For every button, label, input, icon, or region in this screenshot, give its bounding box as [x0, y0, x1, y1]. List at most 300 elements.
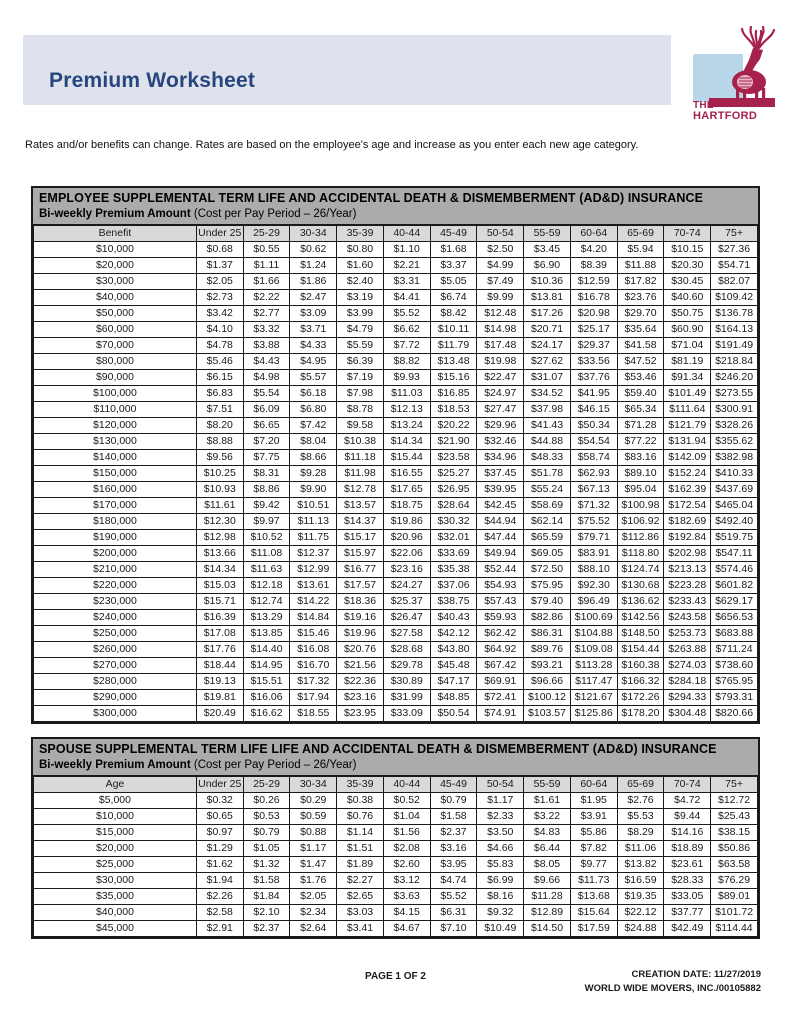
premium-cell: $0.29 [290, 793, 337, 809]
premium-cell: $1.60 [337, 258, 384, 274]
premium-cell: $2.34 [290, 905, 337, 921]
premium-cell: $5.57 [290, 370, 337, 386]
premium-cell: $4.10 [196, 322, 243, 338]
premium-cell: $22.06 [383, 546, 430, 562]
premium-cell: $69.91 [477, 674, 524, 690]
premium-cell: $25.37 [383, 594, 430, 610]
premium-cell: $2.50 [477, 242, 524, 258]
premium-cell: $4.41 [383, 290, 430, 306]
premium-cell: $5.54 [243, 386, 290, 402]
premium-cell: $33.69 [430, 546, 477, 562]
premium-cell: $0.88 [290, 825, 337, 841]
premium-cell: $67.42 [477, 658, 524, 674]
row-label: $10,000 [34, 242, 197, 258]
premium-cell: $11.79 [430, 338, 477, 354]
premium-cell: $4.15 [383, 905, 430, 921]
row-label: $10,000 [34, 809, 197, 825]
row-label: $220,000 [34, 578, 197, 594]
row-label: $110,000 [34, 402, 197, 418]
premium-cell: $7.51 [196, 402, 243, 418]
premium-cell: $9.93 [383, 370, 430, 386]
rates-note: Rates and/or benefits can change. Rates are based on the employee's age and increase as you enter each new age category. [25, 139, 639, 151]
premium-cell: $16.62 [243, 706, 290, 722]
row-label: $60,000 [34, 322, 197, 338]
premium-cell: $11.73 [570, 873, 617, 889]
premium-cell: $42.12 [430, 626, 477, 642]
employee-table-title: EMPLOYEE SUPPLEMENTAL TERM LIFE AND ACCIDENTAL DEATH & DISMEMBERMENT (AD&D) INSURANCE [39, 191, 704, 205]
premium-cell: $3.16 [430, 841, 477, 857]
premium-cell: $100.98 [617, 498, 664, 514]
premium-cell: $11.61 [196, 498, 243, 514]
premium-cell: $76.29 [711, 873, 758, 889]
premium-cell: $11.98 [337, 466, 384, 482]
footer-meta [585, 968, 761, 997]
row-label: $35,000 [34, 889, 197, 905]
premium-cell: $5.83 [477, 857, 524, 873]
premium-cell: $4.98 [243, 370, 290, 386]
premium-cell: $14.34 [196, 562, 243, 578]
premium-cell: $0.68 [196, 242, 243, 258]
premium-cell: $17.82 [617, 274, 664, 290]
premium-cell: $11.06 [617, 841, 664, 857]
premium-cell: $71.32 [570, 498, 617, 514]
premium-cell: $7.10 [430, 921, 477, 937]
premium-cell: $7.42 [290, 418, 337, 434]
row-label: $300,000 [34, 706, 197, 722]
table-row [34, 905, 758, 921]
premium-cell: $1.89 [337, 857, 384, 873]
premium-cell: $24.88 [617, 921, 664, 937]
premium-cell: $83.91 [570, 546, 617, 562]
company-name: WORLD WIDE MOVERS, INC./00105882 [584, 983, 761, 995]
premium-cell: $172.26 [617, 690, 664, 706]
premium-cell: $1.58 [430, 809, 477, 825]
premium-cell: $2.27 [337, 873, 384, 889]
column-header: 55-59 [524, 777, 571, 793]
premium-cell: $101.49 [664, 386, 711, 402]
premium-cell: $32.01 [430, 530, 477, 546]
premium-cell: $3.91 [570, 809, 617, 825]
premium-cell: $88.10 [570, 562, 617, 578]
row-label: $160,000 [34, 482, 197, 498]
premium-cell: $765.95 [711, 674, 758, 690]
subtitle-bold: Bi-weekly Premium Amount [39, 207, 191, 220]
row-label: $210,000 [34, 562, 197, 578]
premium-cell: $35.64 [617, 322, 664, 338]
premium-cell: $0.80 [337, 242, 384, 258]
premium-cell: $1.84 [243, 889, 290, 905]
premium-cell: $82.86 [524, 610, 571, 626]
column-header: 70-74 [664, 226, 711, 242]
premium-cell: $5.53 [617, 809, 664, 825]
premium-cell: $13.81 [524, 290, 571, 306]
premium-cell: $1.10 [383, 242, 430, 258]
premium-cell: $1.95 [570, 793, 617, 809]
premium-cell: $8.31 [243, 466, 290, 482]
premium-cell: $0.62 [290, 242, 337, 258]
premium-cell: $38.75 [430, 594, 477, 610]
column-header: 50-54 [477, 226, 524, 242]
table-row [34, 274, 758, 290]
premium-cell: $19.13 [196, 674, 243, 690]
premium-cell: $15.51 [243, 674, 290, 690]
premium-cell: $6.90 [524, 258, 571, 274]
premium-cell: $30.45 [664, 274, 711, 290]
premium-cell: $1.17 [477, 793, 524, 809]
premium-cell: $20.30 [664, 258, 711, 274]
premium-cell: $16.06 [243, 690, 290, 706]
premium-cell: $5.94 [617, 242, 664, 258]
premium-cell: $12.74 [243, 594, 290, 610]
premium-cell: $4.78 [196, 338, 243, 354]
premium-cell: $23.16 [383, 562, 430, 578]
premium-cell: $14.98 [477, 322, 524, 338]
column-header: 25-29 [243, 226, 290, 242]
premium-cell: $92.30 [570, 578, 617, 594]
premium-cell: $11.75 [290, 530, 337, 546]
table-row [34, 322, 758, 338]
row-label: $5,000 [34, 793, 197, 809]
table-row [34, 857, 758, 873]
premium-cell: $19.16 [337, 610, 384, 626]
premium-cell: $75.52 [570, 514, 617, 530]
premium-cell: $2.22 [243, 290, 290, 306]
premium-cell: $114.44 [711, 921, 758, 937]
page-number: PAGE 1 OF 2 [365, 971, 426, 982]
premium-cell: $1.58 [243, 873, 290, 889]
header-row [34, 226, 758, 242]
row-label: $170,000 [34, 498, 197, 514]
premium-cell: $12.37 [290, 546, 337, 562]
column-header: 25-29 [243, 777, 290, 793]
premium-cell: $18.53 [430, 402, 477, 418]
premium-cell: $20.22 [430, 418, 477, 434]
premium-cell: $89.10 [617, 466, 664, 482]
premium-cell: $18.75 [383, 498, 430, 514]
premium-cell: $24.17 [524, 338, 571, 354]
premium-cell: $29.70 [617, 306, 664, 322]
premium-cell: $246.20 [711, 370, 758, 386]
premium-cell: $41.58 [617, 338, 664, 354]
row-label: $290,000 [34, 690, 197, 706]
premium-cell: $0.97 [196, 825, 243, 841]
column-header: Benefit [34, 226, 197, 242]
premium-cell: $46.15 [570, 402, 617, 418]
premium-cell: $8.42 [430, 306, 477, 322]
premium-cell: $8.86 [243, 482, 290, 498]
premium-cell: $12.78 [337, 482, 384, 498]
premium-cell: $106.92 [617, 514, 664, 530]
table-row [34, 402, 758, 418]
premium-cell: $77.22 [617, 434, 664, 450]
row-label: $260,000 [34, 642, 197, 658]
premium-cell: $18.89 [664, 841, 711, 857]
table-row [34, 514, 758, 530]
premium-cell: $27.36 [711, 242, 758, 258]
table-row [34, 825, 758, 841]
premium-cell: $574.46 [711, 562, 758, 578]
premium-cell: $32.46 [477, 434, 524, 450]
premium-cell: $6.09 [243, 402, 290, 418]
premium-cell: $1.14 [337, 825, 384, 841]
premium-cell: $91.34 [664, 370, 711, 386]
premium-cell: $10.93 [196, 482, 243, 498]
premium-cell: $1.04 [383, 809, 430, 825]
row-label: $180,000 [34, 514, 197, 530]
premium-cell: $47.44 [477, 530, 524, 546]
premium-cell: $2.77 [243, 306, 290, 322]
premium-cell: $11.13 [290, 514, 337, 530]
premium-cell: $18.44 [196, 658, 243, 674]
column-header: 30-34 [290, 226, 337, 242]
premium-cell: $47.17 [430, 674, 477, 690]
premium-cell: $15.17 [337, 530, 384, 546]
premium-cell: $2.76 [617, 793, 664, 809]
premium-cell: $5.59 [337, 338, 384, 354]
premium-cell: $3.50 [477, 825, 524, 841]
spouse-premium-table-section [31, 737, 760, 939]
table-row [34, 386, 758, 402]
column-header: Under 25 [196, 226, 243, 242]
premium-cell: $0.32 [196, 793, 243, 809]
premium-cell: $86.31 [524, 626, 571, 642]
premium-cell: $3.22 [524, 809, 571, 825]
premium-cell: $1.76 [290, 873, 337, 889]
premium-cell: $263.88 [664, 642, 711, 658]
premium-cell: $28.68 [383, 642, 430, 658]
premium-cell: $49.94 [477, 546, 524, 562]
premium-cell: $6.44 [524, 841, 571, 857]
premium-cell: $125.86 [570, 706, 617, 722]
premium-cell: $14.22 [290, 594, 337, 610]
premium-cell: $14.37 [337, 514, 384, 530]
spouse-table-subtitle [39, 758, 752, 772]
premium-cell: $12.18 [243, 578, 290, 594]
premium-cell: $6.83 [196, 386, 243, 402]
premium-cell: $4.33 [290, 338, 337, 354]
premium-cell: $100.69 [570, 610, 617, 626]
column-header: 60-64 [570, 777, 617, 793]
premium-cell: $4.66 [477, 841, 524, 857]
premium-cell: $820.66 [711, 706, 758, 722]
premium-cell: $3.19 [337, 290, 384, 306]
premium-cell: $3.03 [337, 905, 384, 921]
premium-cell: $12.98 [196, 530, 243, 546]
premium-cell: $41.95 [570, 386, 617, 402]
subtitle-rest: (Cost per Pay Period – 26/Year) [190, 758, 357, 771]
column-header: 60-64 [570, 226, 617, 242]
column-header: 35-39 [337, 777, 384, 793]
premium-cell: $11.28 [524, 889, 571, 905]
premium-cell: $8.78 [337, 402, 384, 418]
table-row [34, 841, 758, 857]
premium-cell: $13.48 [430, 354, 477, 370]
premium-cell: $23.95 [337, 706, 384, 722]
premium-cell: $437.69 [711, 482, 758, 498]
premium-cell: $37.98 [524, 402, 571, 418]
premium-cell: $96.66 [524, 674, 571, 690]
row-label: $230,000 [34, 594, 197, 610]
premium-cell: $19.35 [617, 889, 664, 905]
premium-cell: $328.26 [711, 418, 758, 434]
premium-cell: $243.58 [664, 610, 711, 626]
premium-cell: $31.99 [383, 690, 430, 706]
premium-cell: $304.48 [664, 706, 711, 722]
premium-cell: $1.56 [383, 825, 430, 841]
premium-cell: $69.05 [524, 546, 571, 562]
premium-cell: $112.86 [617, 530, 664, 546]
premium-cell: $1.86 [290, 274, 337, 290]
premium-cell: $19.96 [337, 626, 384, 642]
premium-cell: $10.51 [290, 498, 337, 514]
premium-cell: $59.93 [477, 610, 524, 626]
premium-cell: $683.88 [711, 626, 758, 642]
premium-cell: $274.03 [664, 658, 711, 674]
premium-cell: $131.94 [664, 434, 711, 450]
premium-cell: $82.07 [711, 274, 758, 290]
premium-cell: $10.49 [477, 921, 524, 937]
column-header: 75+ [711, 777, 758, 793]
premium-cell: $41.43 [524, 418, 571, 434]
premium-cell: $65.34 [617, 402, 664, 418]
table-row [34, 338, 758, 354]
premium-cell: $793.31 [711, 690, 758, 706]
premium-cell: $17.65 [383, 482, 430, 498]
premium-cell: $9.42 [243, 498, 290, 514]
column-header: 75+ [711, 226, 758, 242]
premium-cell: $182.69 [664, 514, 711, 530]
premium-cell: $27.62 [524, 354, 571, 370]
hartford-logo [693, 26, 777, 122]
premium-cell: $10.25 [196, 466, 243, 482]
table-row [34, 642, 758, 658]
premium-cell: $13.57 [337, 498, 384, 514]
premium-cell: $4.74 [430, 873, 477, 889]
premium-cell: $8.20 [196, 418, 243, 434]
premium-cell: $44.94 [477, 514, 524, 530]
row-label: $80,000 [34, 354, 197, 370]
premium-cell: $218.84 [711, 354, 758, 370]
premium-cell: $19.81 [196, 690, 243, 706]
row-label: $140,000 [34, 450, 197, 466]
premium-cell: $8.04 [290, 434, 337, 450]
premium-cell: $89.76 [524, 642, 571, 658]
premium-cell: $8.05 [524, 857, 571, 873]
premium-cell: $12.48 [477, 306, 524, 322]
premium-cell: $72.50 [524, 562, 571, 578]
table-row [34, 690, 758, 706]
premium-cell: $81.19 [664, 354, 711, 370]
premium-cell: $7.19 [337, 370, 384, 386]
premium-cell: $35.38 [430, 562, 477, 578]
column-header: 45-49 [430, 777, 477, 793]
premium-cell: $20.76 [337, 642, 384, 658]
premium-cell: $3.99 [337, 306, 384, 322]
premium-cell: $25.27 [430, 466, 477, 482]
premium-cell: $40.43 [430, 610, 477, 626]
premium-cell: $15.46 [290, 626, 337, 642]
table-row [34, 610, 758, 626]
premium-cell: $711.24 [711, 642, 758, 658]
premium-cell: $14.84 [290, 610, 337, 626]
premium-cell: $37.06 [430, 578, 477, 594]
premium-cell: $13.66 [196, 546, 243, 562]
premium-cell: $79.40 [524, 594, 571, 610]
premium-cell: $8.82 [383, 354, 430, 370]
premium-cell: $3.09 [290, 306, 337, 322]
row-label: $100,000 [34, 386, 197, 402]
table-row [34, 873, 758, 889]
premium-cell: $1.37 [196, 258, 243, 274]
premium-cell: $162.39 [664, 482, 711, 498]
premium-cell: $13.61 [290, 578, 337, 594]
premium-cell: $8.88 [196, 434, 243, 450]
premium-cell: $4.20 [570, 242, 617, 258]
row-label: $240,000 [34, 610, 197, 626]
premium-cell: $21.56 [337, 658, 384, 674]
premium-cell: $5.86 [570, 825, 617, 841]
premium-cell: $15.64 [570, 905, 617, 921]
employee-premium-table [33, 225, 758, 722]
table-row [34, 258, 758, 274]
premium-cell: $17.48 [477, 338, 524, 354]
premium-cell: $109.08 [570, 642, 617, 658]
premium-cell: $3.42 [196, 306, 243, 322]
premium-cell: $3.45 [524, 242, 571, 258]
premium-cell: $1.68 [430, 242, 477, 258]
premium-cell: $22.47 [477, 370, 524, 386]
premium-cell: $72.41 [477, 690, 524, 706]
premium-cell: $4.95 [290, 354, 337, 370]
premium-cell: $15.44 [383, 450, 430, 466]
premium-cell: $124.74 [617, 562, 664, 578]
premium-cell: $111.64 [664, 402, 711, 418]
premium-cell: $0.76 [337, 809, 384, 825]
premium-cell: $29.37 [570, 338, 617, 354]
hartford-wordmark [693, 101, 757, 122]
row-label: $250,000 [34, 626, 197, 642]
table-row [34, 498, 758, 514]
premium-cell: $2.21 [383, 258, 430, 274]
premium-cell: $2.26 [196, 889, 243, 905]
premium-cell: $656.53 [711, 610, 758, 626]
premium-cell: $5.46 [196, 354, 243, 370]
premium-cell: $1.61 [524, 793, 571, 809]
row-label: $200,000 [34, 546, 197, 562]
spouse-table-title: SPOUSE SUPPLEMENTAL TERM LIFE LIFE AND ACCIDENTAL DEATH & DISMEMBERMENT (AD&D) INSURANCE [39, 742, 717, 756]
premium-cell: $12.30 [196, 514, 243, 530]
premium-cell: $9.99 [477, 290, 524, 306]
premium-cell: $2.05 [290, 889, 337, 905]
table-row [34, 578, 758, 594]
premium-cell: $22.36 [337, 674, 384, 690]
premium-cell: $3.88 [243, 338, 290, 354]
spouse-table-titlebar [33, 739, 758, 776]
premium-cell: $382.98 [711, 450, 758, 466]
premium-cell: $15.71 [196, 594, 243, 610]
premium-cell: $2.73 [196, 290, 243, 306]
premium-cell: $6.99 [477, 873, 524, 889]
premium-cell: $62.14 [524, 514, 571, 530]
premium-cell: $6.15 [196, 370, 243, 386]
premium-cell: $2.40 [337, 274, 384, 290]
premium-cell: $7.72 [383, 338, 430, 354]
premium-cell: $83.16 [617, 450, 664, 466]
premium-cell: $117.47 [570, 674, 617, 690]
premium-cell: $50.75 [664, 306, 711, 322]
premium-cell: $19.86 [383, 514, 430, 530]
table-row [34, 889, 758, 905]
